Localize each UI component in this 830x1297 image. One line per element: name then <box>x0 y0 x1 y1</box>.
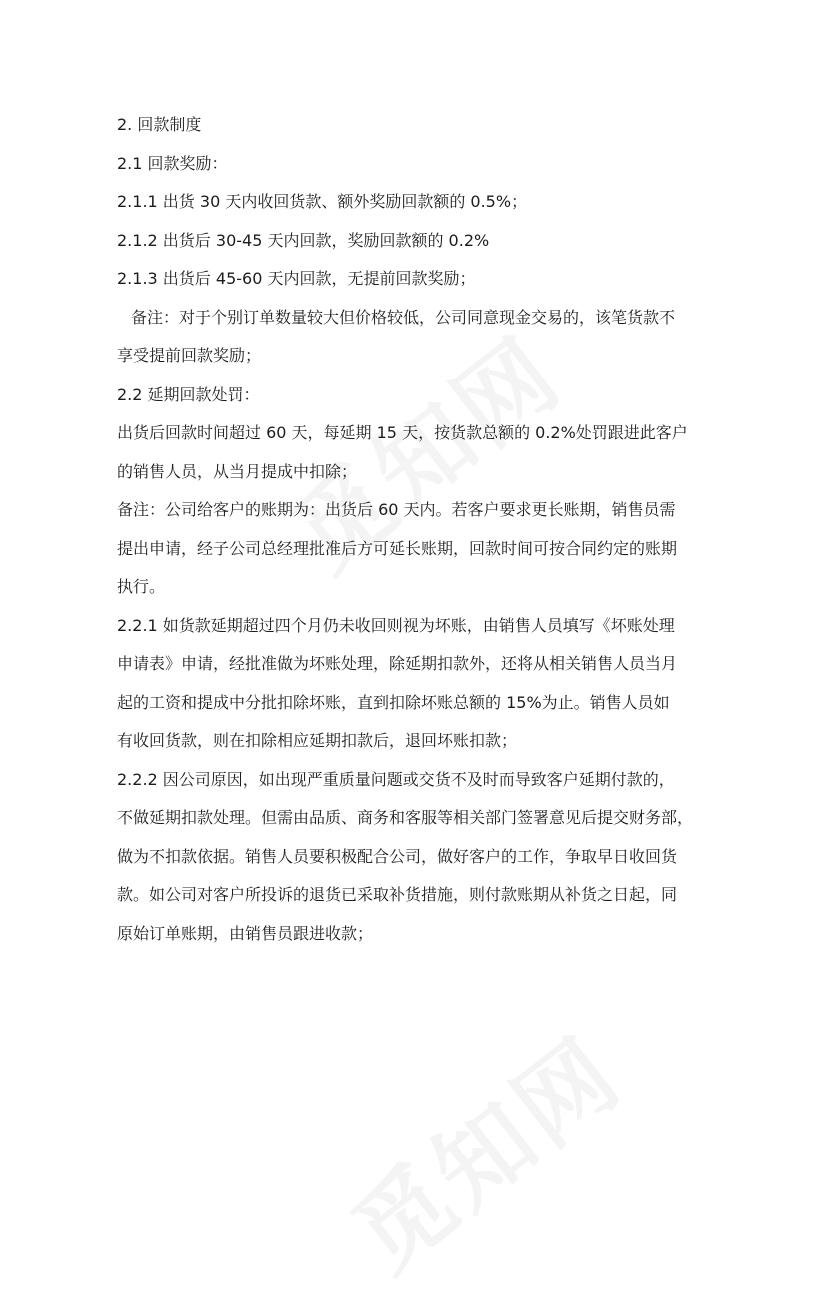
note-2-line-2: 提出申请，经子公司总经理批准后方可延长账期，回款时间可按合同约定的账期 <box>117 538 678 558</box>
clause-2-2-2-line-4: 款。如公司对客户所投诉的退货已采取补货措施，则付款账期从补货之日起，同 <box>117 885 678 904</box>
note-2-line-1: 备注：公司给客户的账期为：出货后 60 天内。若客户要求更长账期，销售员需 <box>117 500 676 519</box>
clause-2-2-1-line-3: 起的工资和提成中分批扣除坏账，直到扣除坏账总额的 15%为止。销售人员如 <box>117 692 670 712</box>
note-1-line-1: 备注：对于个别订单数量较大但价格较低，公司同意现金交易的，该笔货款不 <box>131 307 676 327</box>
clause-2-2-2-line-1: 2.2.2 因公司原因，如出现严重质量问题或交货不及时而导致客户延期付款的， <box>117 769 675 789</box>
penalty-line-1: 出货后回款时间超过 60 天，每延期 15 天，按货款总额的 0.2%处罚跟进此客户 <box>117 423 688 442</box>
clause-2-2-1-line-2: 申请表》申请，经批准做为坏账处理，除延期扣款外，还将从相关销售人员当月 <box>117 654 678 673</box>
clause-2-1-2: 2.1.2 出货后 30-45 天内回款，奖励回款额的 0.2% <box>117 230 490 250</box>
clause-2-1-3: 2.1.3 出货后 45-60 天内回款，无提前回款奖励； <box>117 269 476 288</box>
note-1-line-2: 享受提前回款奖励； <box>117 346 262 365</box>
clause-2-2-2-line-2: 不做延期扣款处理。但需由品质、商务和客服等相关部门签署意见后提交财务部， <box>117 808 694 827</box>
penalty-line-2: 的销售人员，从当月提成中扣除； <box>117 461 358 481</box>
clause-2-2-2-line-3: 做为不扣款依据。销售人员要积极配合公司，做好客户的工作，争取早日收回货 <box>117 846 678 866</box>
clause-2-1-1: 2.1.1 出货 30 天内收回货款、额外奖励回款额的 0.5%； <box>117 192 528 211</box>
clause-2-2-2-line-5: 原始订单账期，由销售员跟进收款； <box>117 923 374 943</box>
document-body <box>117 106 717 953</box>
watermark-lower <box>320 1000 645 1296</box>
clause-2-2-1-line-4: 有收回货款，则在扣除相应延期扣款后，退回坏账扣款； <box>117 731 518 750</box>
note-2-line-3: 执行。 <box>117 577 166 596</box>
section-heading-2-2: 2.2 延期回款处罚： <box>117 384 260 404</box>
clause-2-2-1-line-1: 2.2.1 如货款延期超过四个月仍未收回则视为坏账，由销售人员填写《坏账处理 <box>117 615 675 635</box>
section-heading-2-1: 2.1 回款奖励： <box>117 153 228 173</box>
section-heading-2: 2. 回款制度 <box>117 115 202 134</box>
